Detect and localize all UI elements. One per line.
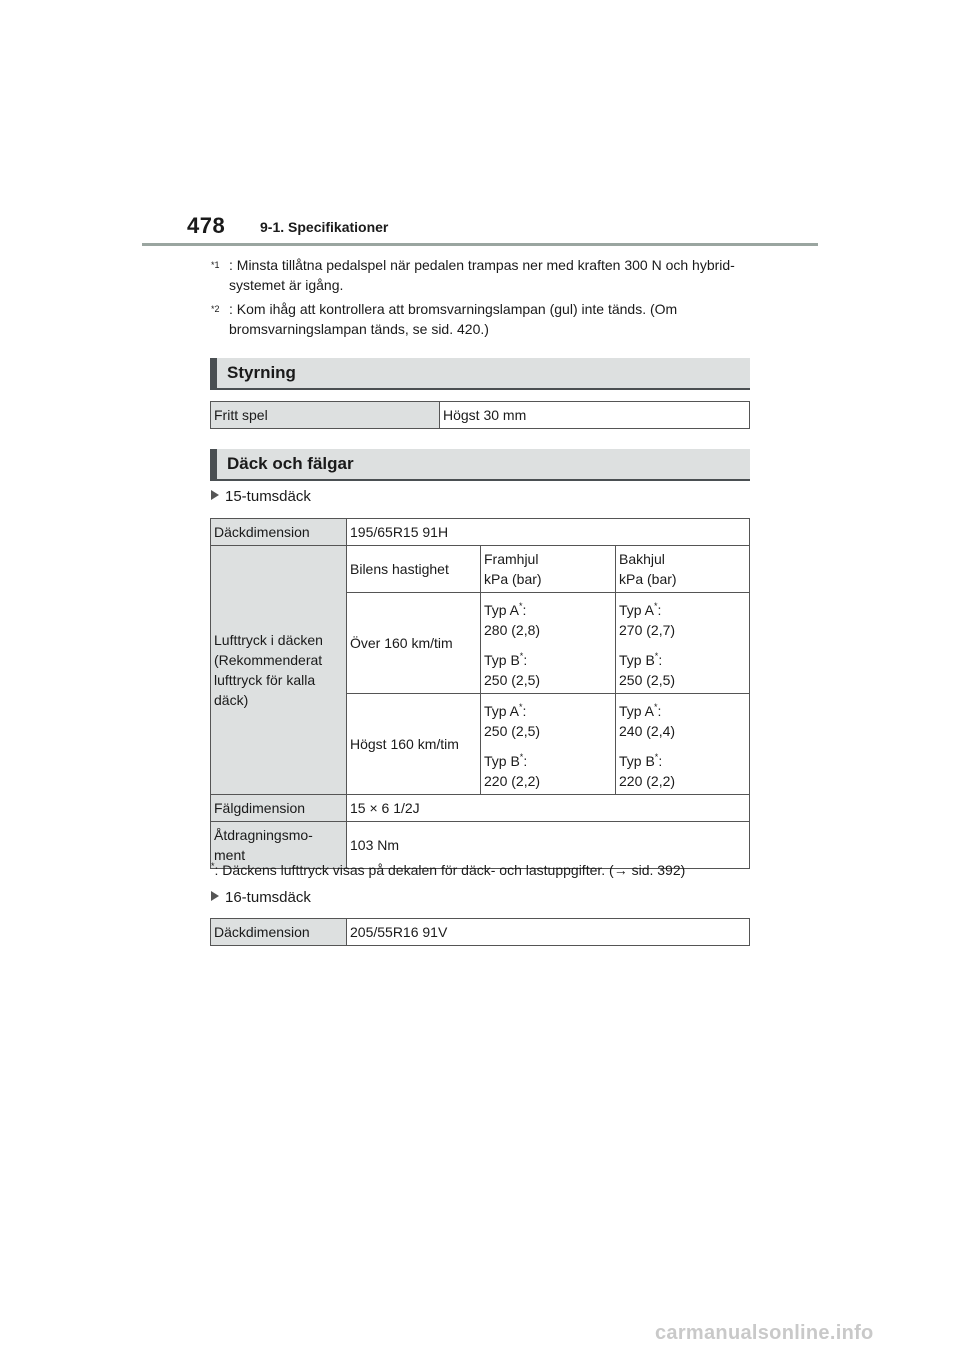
front-header-line2: kPa (bar) <box>484 571 542 587</box>
pressure-footnote-text: : Däckens lufttryck visas på dekalen för däck- och lastuppgifter. (→ sid. 392) <box>214 862 686 878</box>
free-play-value: Högst 30 mm <box>440 402 750 429</box>
tires-heading <box>210 449 750 481</box>
rear-header <box>616 546 750 593</box>
rear-header-line2: kPa (bar) <box>619 571 677 587</box>
type-b-label: Typ B <box>484 652 520 668</box>
footnote-1-mark: *1 <box>211 260 220 270</box>
pressure-value: 250 (2,5) <box>484 672 541 688</box>
subheading-15-inch <box>211 488 311 505</box>
tires-heading-text: Däck och fälgar <box>227 454 354 473</box>
table-row <box>211 519 750 546</box>
speed-max-160: Högst 160 km/tim <box>347 694 481 795</box>
speed-over-160: Över 160 km/tim <box>347 593 481 694</box>
front-over-160: Typ A*: 280 (2,8) Typ B*: 250 (2,5) <box>481 593 616 694</box>
steering-table <box>210 401 750 429</box>
front-header-line1: Framhjul <box>484 551 539 567</box>
page-number: 478 <box>187 213 226 238</box>
type-a-label: Typ A <box>484 703 520 719</box>
watermark-logo: carmanualsonline.info <box>655 1322 874 1344</box>
tires-16-table <box>210 918 750 946</box>
pressure-value: 240 (2,4) <box>619 723 676 739</box>
rear-header-line1: Bakhjul <box>619 551 665 567</box>
footnote-1-text: : Minsta tillåtna pedalspel när pedalen trampas ner med kraften 300 N och hybrid-systemet är igång. <box>229 257 735 293</box>
triangle-bullet-icon <box>211 891 219 901</box>
table-row <box>211 546 750 593</box>
rear-max-160: Typ A*: 240 (2,4) Typ B*: 220 (2,2) <box>616 694 750 795</box>
type-b-label: Typ B <box>619 652 655 668</box>
speed-header: Bilens hastighet <box>347 546 481 593</box>
footnote-2 <box>211 299 751 339</box>
rear-over-160: Typ A*: 270 (2,7) Typ B*: 250 (2,5) <box>616 593 750 694</box>
tire-dimension-label: Däckdimension <box>211 519 347 546</box>
tire-dimension-value: 195/65R15 91H <box>347 519 750 546</box>
front-max-160: Typ A*: 250 (2,5) Typ B*: 220 (2,2) <box>481 694 616 795</box>
table-row <box>211 795 750 822</box>
subheading-15-text: 15-tumsdäck <box>225 488 311 505</box>
type-a-label: Typ A <box>484 602 520 618</box>
table-row <box>211 919 750 946</box>
pressure-value: 220 (2,2) <box>619 773 676 789</box>
subheading-16-inch <box>211 889 311 906</box>
steering-heading <box>210 358 750 390</box>
pressure-value: 270 (2,7) <box>619 622 676 638</box>
footnote-2-mark: *2 <box>211 304 220 314</box>
pressure-footnote: *: Däckens lufttryck visas på dekalen för däck- och lastuppgifter. (→ sid. 392) <box>211 861 686 878</box>
tire-dimension-label: Däckdimension <box>211 919 347 946</box>
front-header <box>481 546 616 593</box>
torque-label-line2: ment <box>214 847 246 863</box>
type-b-label: Typ B <box>484 753 520 769</box>
type-a-label: Typ A <box>619 703 655 719</box>
torque-value: 103 Nm <box>347 822 750 869</box>
pressure-value: 220 (2,2) <box>484 773 541 789</box>
type-a-label: Typ A <box>619 602 655 618</box>
tire-dimension-value: 205/55R16 91V <box>347 919 750 946</box>
steering-heading-text: Styrning <box>227 363 296 382</box>
triangle-bullet-icon <box>211 490 219 500</box>
pressure-value: 280 (2,8) <box>484 622 541 638</box>
torque-label-line1: Åtdragningsmo- <box>214 827 313 843</box>
type-b-label: Typ B <box>619 753 655 769</box>
tires-15-table <box>210 518 750 869</box>
rim-dimension-label: Fälgdimension <box>211 795 347 822</box>
free-play-label: Fritt spel <box>211 402 440 429</box>
rim-dimension-value: 15 × 6 1/2J <box>347 795 750 822</box>
footnote-1 <box>211 255 751 295</box>
header-divider <box>142 243 818 246</box>
footnote-2-text: : Kom ihåg att kontrollera att bromsvarningslampan (gul) inte tänds. (Om bromsvarningslampan tänds, se sid. 420.) <box>229 301 678 337</box>
tire-pressure-label: Lufttryck i däcken (Rekommenderat lufttryck för kalla däck) <box>211 546 347 795</box>
pressure-value: 250 (2,5) <box>484 723 541 739</box>
subheading-16-text: 16-tumsdäck <box>225 889 311 906</box>
table-row <box>211 402 750 429</box>
section-title: 9-1. Specifikationer <box>260 219 389 235</box>
pressure-value: 250 (2,5) <box>619 672 676 688</box>
